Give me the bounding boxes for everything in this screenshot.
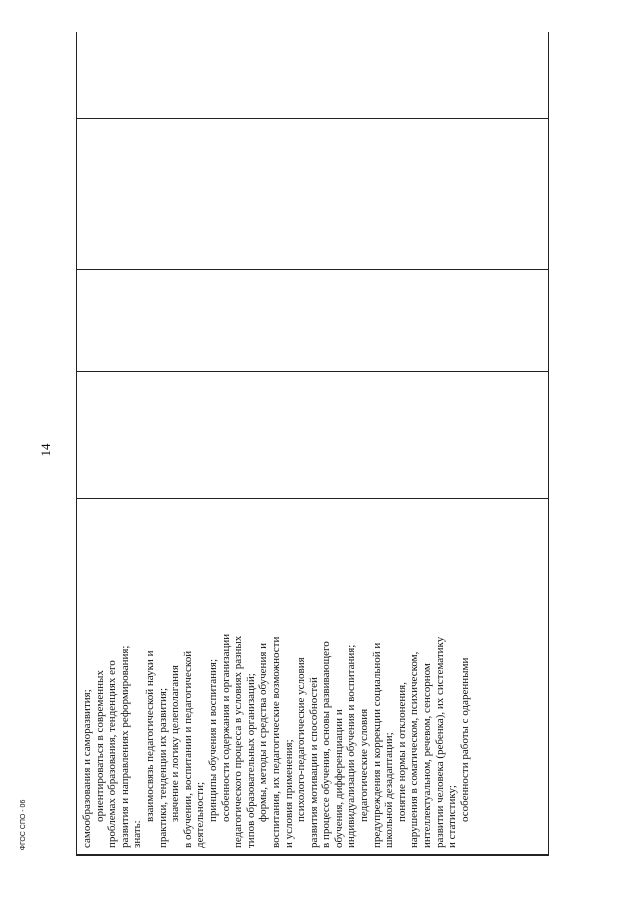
text-line: школьной дезадаптации; (383, 732, 396, 848)
text-line: типов образовательных организаций; (244, 673, 257, 848)
text-line: ориентироваться в современных (93, 670, 106, 822)
text-line: значение и логику целеполагания (169, 665, 182, 822)
text-line: взаимосвязь педагогической науки и (143, 650, 156, 822)
table-region (76, 32, 549, 856)
table-row (77, 32, 549, 856)
text-line: развития и направлениях реформирования; (118, 645, 131, 848)
text-line: интеллектуальном, речевом, сенсорном (421, 663, 434, 848)
text-line: развития мотивации и способностей (307, 677, 320, 848)
text-line: и статистику; (446, 785, 459, 848)
content-table (76, 32, 549, 856)
text-line: психолого-педагогические условия (295, 657, 308, 822)
empty-cell-2 (77, 270, 549, 372)
text-line: обучения, дифференциации и (332, 709, 345, 848)
text-line: практики, тенденции их развития; (156, 688, 169, 848)
text-line: педагогические условия (358, 708, 371, 822)
text-line: в обучении, воспитании и педагогической (181, 650, 194, 848)
text-line: развитии человека (ребенка), их систематику (433, 636, 446, 848)
empty-cell-1 (77, 372, 549, 499)
empty-cell-4 (77, 32, 549, 119)
text-line: воспитания, их педагогические возможности (269, 636, 282, 848)
text-line: самообразования и саморазвития; (81, 689, 93, 848)
text-lines (81, 504, 471, 848)
text-line: в процессе обучения, основы развивающего (320, 641, 333, 848)
rotated-table-wrapper (76, 32, 549, 856)
text-line: и условия применения; (282, 739, 295, 848)
text-line: принципы обучения и воспитания; (206, 658, 219, 822)
text-line: нарушения в соматическом, психическом, (408, 651, 421, 848)
footer-code: ФГОС СПО - 06 (20, 799, 27, 851)
text-line: формы, методы и средства обучения и (257, 642, 270, 822)
left-empty-cell (77, 855, 549, 856)
empty-cell-3 (77, 119, 549, 270)
text-line: особенности работы с одаренными (458, 657, 471, 822)
text-line: индивидуализации обучения и воспитания; (345, 644, 358, 848)
text-line: проблемах образования, тенденциях его (106, 660, 119, 848)
text-line: понятие нормы и отклонения, (395, 682, 408, 822)
text-line: педагогического процесса в условиях разных (232, 635, 245, 848)
text-line: особенности содержания и организации (219, 633, 232, 822)
page-number: 14 (38, 443, 53, 457)
competency-text-cell (77, 499, 549, 855)
text-line: предупреждения и коррекции социальной и (370, 642, 383, 848)
text-line: знать: (131, 820, 144, 848)
text-line: деятельности; (194, 781, 207, 848)
